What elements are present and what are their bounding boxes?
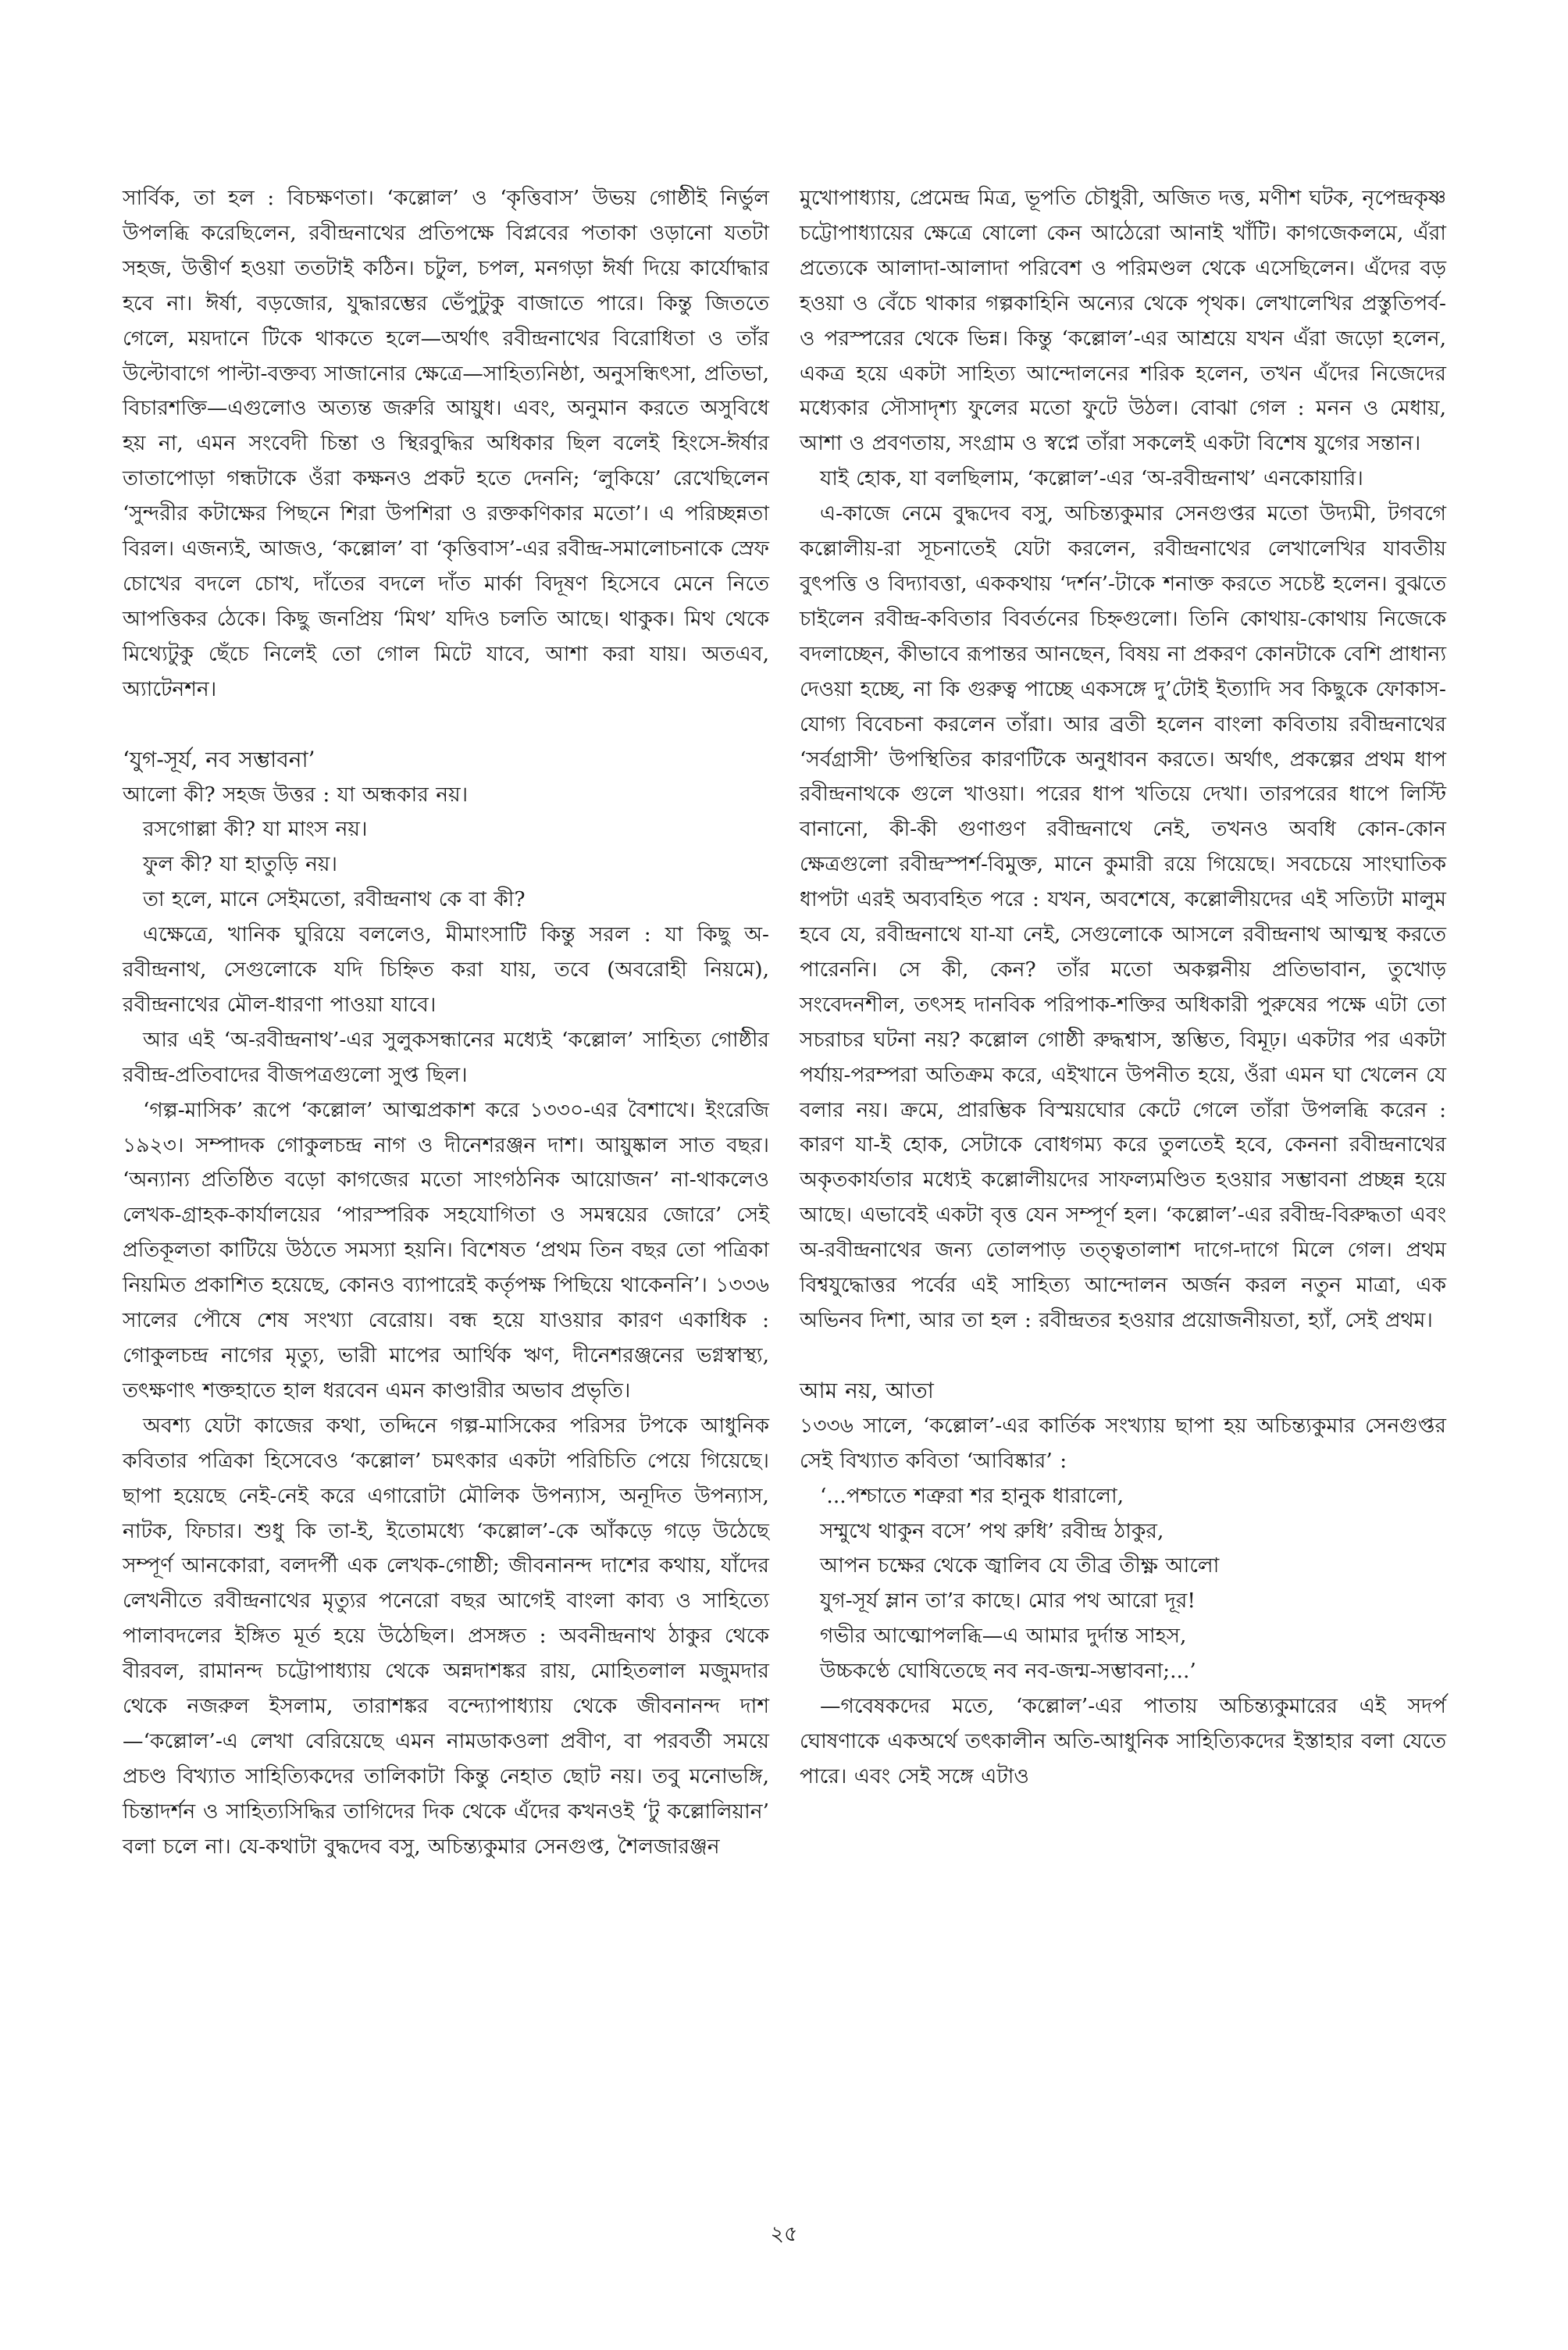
paragraph: এ-কাজে নেমে বুদ্ধদেব বসু, অচিন্ত্যকুমার সেনগুপ্তর মতো উদ্যমী, টগবগে কল্লোলীয়-রা সূচনাতেই যেটা করলেন, রবীন্দ্রনাথের লেখালেখির যাবতীয় বুৎপত্তি ও বিদ্যাবত্তা, এককথায় ‘দর্শন’-টাকে শনাক্ত করতে সচেষ্ট হলেন। বুঝতে চাইলেন রবীন্দ্র-কবিতার বিবর্তনের চিহ্নগুলো। তিনি কোথায়-কোথায় নিজেকে বদলাচ্ছেন, কীভাবে রূপান্তর আনছেন, বিষয় না প্রকরণ কোনটাকে বেশি প্রাধান্য দেওয়া হচ্ছে, না কি গুরুত্ব পাচ্ছে একসঙ্গে দু’টোই ইত্যাদি সব কিছুকে ফোকাস-যোগ্য বিবেচনা করলেন তাঁরা। আর ব্রতী হলেন বাংলা কবিতায় রবীন্দ্রনাথের ‘সর্বগ্রাসী’ উপস্থিতির কারণটিকে অনুধাবন করতে। অর্থাৎ, প্রকল্পের প্রথম ধাপ রবীন্দ্রনাথকে গুলে খাওয়া। পরের ধাপ খতিয়ে দেখা। তারপরের ধাপে লিস্টি বানানো, কী-কী গুণাগুণ রবীন্দ্রনাথে নেই, তখনও অবধি কোন-কোন ক্ষেত্রগুলো রবীন্দ্রস্পর্শ-বিমুক্ত, মানে কুমারী রয়ে গিয়েছে। সবচেয়ে সাংঘাতিক ধাপটা এরই অব্যবহিত পরে : যখন, অবশেষে, কল্লোলীয়দের এই সত্যিটা মালুম হবে যে, রবীন্দ্রনাথে যা-যা নেই, সেগুলোকে আসলে রবীন্দ্রনাথ আত্মস্থ করতে পারেননি। সে কী, কেন? তাঁর মতো অকল্পনীয় প্রতিভাবান, তুখোড় সংবেদনশীল, তৎসহ দানবিক পরিপাক-শক্তির অধিকারী পুরুষের পক্ষে এটা তো সচরাচর ঘটনা নয়? কল্লোল গোষ্ঠী রুদ্ধশ্বাস, স্তম্ভিত, বিমূঢ়। একটার পর একটা পর্যায়-পরম্পরা অতিক্রম করে, এইখানে উপনীত হয়ে, ওঁরা এমন ঘা খেলেন যে বলার নয়। ক্রমে, প্রারম্ভিক বিস্ময়ঘোর কেটে গেলে তাঁরা উপলব্ধি করেন : কারণ যা-ই হোক, সেটাকে বোধগম্য করে তুলতেই হবে, কেননা রবীন্দ্রনাথের অকৃতকার্যতার মধ্যেই কল্লোলীয়দের সাফল্যমণ্ডিত হওয়ার সম্ভাবনা প্রচ্ছন্ন হয়ে আছে। এভাবেই একটা বৃত্ত যেন সম্পূর্ণ হল। ‘কল্লোল’-এর রবীন্দ্র-বিরুদ্ধতা এবং অ-রবীন্দ্রনাথের জন্য তোলপাড় তত্ত্বতালাশ দাগে-দাগে মিলে গেল। প্রথম বিশ্বযুদ্ধোত্তর পর্বের এই সাহিত্য আন্দোলন অর্জন করল নতুন মাত্রা, এক অভিনব দিশা, আর তা হল : রবীন্দ্রতর হওয়ার প্রয়োজনীয়তা, হ্যাঁ, সেই প্রথম। <box>800 501 1446 1332</box>
section-heading: ‘যুগ-সূর্য, নব সম্ভাবনা’ <box>123 746 315 772</box>
poem-line: উচ্চকণ্ঠে ঘোষিতেছে নব নব-জন্ম-সম্ভাবনা;...’ <box>820 1659 1196 1684</box>
paragraph: —গবেষকদের মতে, ‘কল্লোল’-এর পাতায় অচিন্ত্যকুমারের এই সদর্প ঘোষণাকে একঅর্থে তৎকালীন অতি-আধুনিক সাহিত্যিকদের ইস্তাহার বলা যেতে পারে। এবং সেই সঙ্গে এটাও <box>800 1694 1446 1788</box>
paragraph: মুখোপাধ্যায়, প্রেমেন্দ্র মিত্র, ভূপতি চৌধুরী, অজিত দত্ত, মণীশ ঘটক, নৃপেন্দ্রকৃষ্ণ চট্টোপাধ্যায়ের ক্ষেত্রে ষোলো কেন আঠেরো আনাই খাঁটি। কাগজেকলমে, এঁরা প্রত্যেকে আলাদা-আলাদা পরিবেশ ও পরিমণ্ডল থেকে এসেছিলেন। এঁদের বড় হওয়া ও বেঁচে থাকার গল্পকাহিনি অন্যের থেকে পৃথক। লেখালেখির প্রস্তুতিপর্ব-ও পরস্পরের থেকে ভিন্ন। কিন্তু ‘কল্লোল’-এর আশ্রয়ে যখন এঁরা জড়ো হলেন, একত্র হয়ে একটা সাহিত্য আন্দোলনের শরিক হলেন, তখন এঁদের নিজেদের মধ্যেকার সৌসাদৃশ্য ফুলের মতো ফুটে উঠল। বোঝা গেল : মনন ও মেধায়, আশা ও প্রবণতায়, সংগ্রাম ও স্বপ্নে তাঁরা সকলেই একটা বিশেষ যুগের সন্তান। <box>800 186 1446 456</box>
paragraph: ফুল কী? যা হাতুড়ি নয়। <box>143 852 337 877</box>
page-number: ২৫ <box>770 2222 798 2246</box>
left-column <box>123 181 769 1865</box>
paragraph: অবশ্য যেটা কাজের কথা, তদ্দিনে গল্প-মাসিকের পরিসর টপকে আধুনিক কবিতার পত্রিকা হিসেবেও ‘কল্লোল’ চমৎকার একটা পরিচিতি পেয়ে গিয়েছে। ছাপা হয়েছে নেই-নেই করে এগারোটা মৌলিক উপন্যাস, অনূদিত উপন্যাস, নাটক, ফিচার। শুধু কি তা-ই, ইতোমধ্যে ‘কল্লোল’-কে আঁকড়ে গড়ে উঠেছে সম্পূর্ণ আনকোরা, বলদর্পী এক লেখক-গোষ্ঠী; জীবনানন্দ দাশের কথায়, যাঁদের লেখনীতে রবীন্দ্রনাথের মৃত্যুর পনেরো বছর আগেই বাংলা কাব্য ও সাহিত্যে পালাবদলের ইঙ্গিত মূর্ত হয়ে উঠেছিল। প্রসঙ্গত : অবনীন্দ্রনাথ ঠাকুর থেকে বীরবল, রামানন্দ চট্টোপাধ্যায় থেকে অন্নদাশঙ্কর রায়, মোহিতলাল মজুমদার থেকে নজরুল ইসলাম, তারাশঙ্কর বন্দ্যোপাধ্যায় থেকে জীবনানন্দ দাশ—‘কল্লোল’-এ লেখা বেরিয়েছে এমন নামডাকওলা প্রবীণ, বা পরবর্তী সময়ে প্রচণ্ড বিখ্যাত সাহিত্যিকদের তালিকাটা কিন্তু নেহাত ছোট নয়। তবু মনোভঙ্গি, চিন্তাদর্শন ও সাহিত্যসিদ্ধির তাগিদের দিক থেকে এঁদের কখনওই ‘টু কল্লোলিয়ান’ বলা চলে না। যে-কথাটা বুদ্ধদেব বসু, অচিন্ত্যকুমার সেনগুপ্ত, শৈলজারঞ্জন <box>123 1413 769 1859</box>
paragraph: এক্ষেত্রে, খানিক ঘুরিয়ে বললেও, মীমাংসাটি কিন্তু সরল : যা কিছু অ-রবীন্দ্রনাথ, সেগুলোকে যদি চিহ্নিত করা যায়, তবে (অবরোহী নিয়মে), রবীন্দ্রনাথের মৌল-ধারণা পাওয়া যাবে। <box>123 922 769 1017</box>
poem-line: সম্মুখে থাকুন বসে’ পথ রুধি’ রবীন্দ্র ঠাকুর, <box>820 1518 1164 1543</box>
right-column <box>800 181 1446 1795</box>
poem-line: গভীর আত্মোপলব্ধি—এ আমার দুর্দান্ত সাহস, <box>820 1624 1187 1649</box>
paragraph: সার্বিক, তা হল : বিচক্ষণতা। ‘কল্লোল’ ও ‘কৃত্তিবাস’ উভয় গোষ্ঠীই নির্ভুল উপলব্ধি করেছিলেন, রবীন্দ্রনাথের প্রতিপক্ষে বিপ্লবের পতাকা ওড়ানো যতটা সহজ, উত্তীর্ণ হওয়া ততটাই কঠিন। চটুল, চপল, মনগড়া ঈর্ষা দিয়ে কার্যোদ্ধার হবে না। ঈর্ষা, বড়জোর, যুদ্ধারম্ভের ভেঁপুটুকু বাজাতে পারে। কিন্তু জিততে গেলে, ময়দানে টিকে থাকতে হলে—অর্থাৎ রবীন্দ্রনাথের বিরোধিতা ও তাঁর উল্টোবাগে পাল্টা-বক্তব্য সাজানোর ক্ষেত্রে—সাহিত্যনিষ্ঠা, অনুসন্ধিৎসা, প্রতিভা, বিচারশক্তি—এগুলোও অত্যন্ত জরুরি আয়ুধ। এবং, অনুমান করতে অসুবিধে হয় না, এমন সংবেদী চিন্তা ও স্থিরবুদ্ধির অধিকার ছিল বলেই হিংসে-ঈর্ষার তাতাপোড়া গন্ধটাকে ওঁরা কক্ষনও প্রকট হতে দেননি; ‘লুকিয়ে’ রেখেছিলেন ‘সুন্দরীর কটাক্ষের পিছনে শিরা উপশিরা ও রক্তকণিকার মতো’। এ পরিচ্ছন্নতা বিরল। এজন্যই, আজও, ‘কল্লোল’ বা ‘কৃত্তিবাস’-এর রবীন্দ্র-সমালোচনাকে স্রেফ চোখের বদলে চোখ, দাঁতের বদলে দাঁত মার্কা বিদূষণ হিসেবে মেনে নিতে আপত্তিকর ঠেকে। কিছু জনপ্রিয় ‘মিথ’ যদিও চলতি আছে। থাকুক। মিথ থেকে মিথ্যেটুকু ছেঁচে নিলেই তো গোল মিটে যাবে, আশা করা যায়। অতএব, অ্যাটেনশন। <box>123 186 769 701</box>
poem-line: আপন চক্ষের থেকে জ্বালিব যে তীব্র তীক্ষ্ণ আলো <box>820 1553 1220 1578</box>
paragraph: রসগোল্লা কী? যা মাংস নয়। <box>143 817 368 842</box>
paragraph: যাই হোক, যা বলছিলাম, ‘কল্লোল’-এর ‘অ-রবীন্দ্রনাথ’ এনকোয়ারি। <box>820 466 1363 491</box>
paragraph: আর এই ‘অ-রবীন্দ্রনাথ’-এর সুলুকসন্ধানের মধ্যেই ‘কল্লোল’ সাহিত্য গোষ্ঠীর রবীন্দ্র-প্রতিবাদের বীজপত্রগুলো সুপ্ত ছিল। <box>123 1027 769 1087</box>
paragraph: আলো কী? সহজ উত্তর : যা অন্ধকার নয়। <box>123 782 469 807</box>
paragraph: তা হলে, মানে সেইমতো, রবীন্দ্রনাথ কে বা কী? <box>143 887 526 912</box>
section-heading: আম নয়, আতা <box>800 1377 934 1403</box>
paragraph: ‘গল্প-মাসিক’ রূপে ‘কল্লোল’ আত্মপ্রকাশ করে ১৩৩০-এর বৈশাখে। ইংরেজি ১৯২৩। সম্পাদক গোকুলচন্দ্র নাগ ও দীনেশরঞ্জন দাশ। আয়ুষ্কাল সাত বছর। ‘অন্যান্য প্রতিষ্ঠিত বড়ো কাগজের মতো সাংগঠনিক আয়োজন’ না-থাকলেও লেখক-গ্রাহক-কার্যালয়ের ‘পারস্পরিক সহযোগিতা ও সমন্বয়ের জোরে’ সেই প্রতিকূলতা কাটিয়ে উঠতে সমস্যা হয়নি। বিশেষত ‘প্রথম তিন বছর তো পত্রিকা নিয়মিত প্রকাশিত হয়েছে, কোনও ব্যাপারেই কর্তৃপক্ষ পিছিয়ে থাকেননি’। ১৩৩৬ সালের পৌষে শেষ সংখ্যা বেরোয়। বন্ধ হয়ে যাওয়ার কারণ একাধিক : গোকুলচন্দ্র নাগের মৃত্যু, ভারী মাপের আর্থিক ঋণ, দীনেশরঞ্জনের ভগ্নস্বাস্থ্য, তৎক্ষণাৎ শক্তহাতে হাল ধরবেন এমন কাণ্ডারীর অভাব প্রভৃতি। <box>123 1097 769 1403</box>
paragraph: ১৩৩৬ সালে, ‘কল্লোল’-এর কার্তিক সংখ্যায় ছাপা হয় অচিন্ত্যকুমার সেনগুপ্তর সেই বিখ্যাত কবিতা ‘আবিষ্কার’ : <box>800 1413 1446 1473</box>
poem-line: যুগ-সূর্য ম্লান তা’র কাছে। মোর পথ আরো দূর! <box>820 1589 1196 1614</box>
poem-line: ‘...পশ্চাতে শত্রুরা শর হানুক ধারালো, <box>820 1483 1124 1508</box>
